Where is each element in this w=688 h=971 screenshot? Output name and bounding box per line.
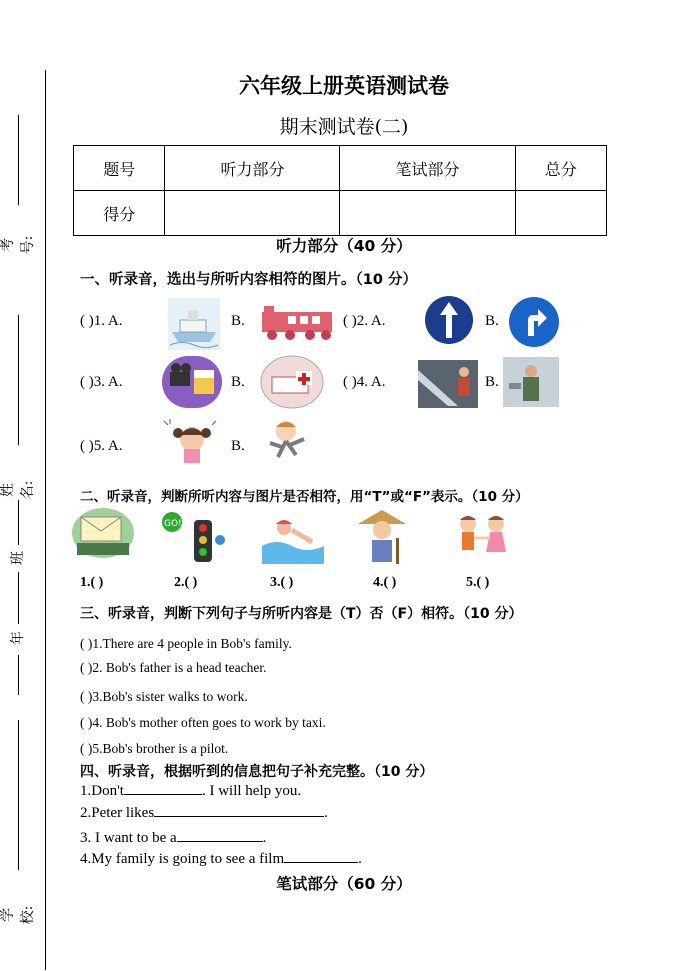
part2-heading: 二、听录音，判断所听内容与图片是否相符，用“T”或“F”表示。（10 分） — [80, 489, 529, 505]
go-straight-picture — [424, 295, 474, 345]
score-cell[interactable] — [515, 191, 606, 236]
part2-item-2: 2.( ) — [174, 575, 198, 590]
camera-popcorn-icon — [162, 356, 222, 408]
fill-blank-3[interactable] — [177, 829, 263, 842]
go-straight-icon — [424, 295, 474, 345]
class-blank — [18, 500, 19, 545]
s2-start: 2.Peter likes — [80, 805, 155, 821]
farmer-picture — [356, 508, 408, 568]
binding-line — [45, 70, 46, 970]
fill-blank-1[interactable] — [124, 782, 202, 795]
q5-label: ( )5. A. — [80, 438, 123, 454]
q1-label: ( )1. A. — [80, 313, 123, 329]
happy-girl-picture — [262, 417, 312, 467]
hospital-picture — [260, 355, 324, 409]
listening-heading: 听力部分（40 分） — [276, 237, 412, 255]
swimmer-picture — [262, 512, 324, 564]
kids-dancing-icon — [448, 512, 518, 568]
post-office-icon — [71, 507, 135, 559]
part2-item-4: 4.( ) — [373, 575, 397, 590]
s1-end: . I will help you. — [201, 783, 302, 799]
q4-label: ( )4. A. — [343, 374, 386, 390]
page-title: 六年级上册英语测试卷 — [239, 73, 449, 98]
score-row-label: 得分 — [74, 191, 165, 236]
score-table-score-row — [74, 191, 607, 236]
score-cell[interactable] — [340, 191, 515, 236]
farmer-icon — [356, 508, 408, 568]
part1-heading: 一、听录音，选出与所听内容相符的图片。（10 分） — [80, 272, 417, 288]
soldier-picture — [503, 357, 559, 407]
train-picture — [260, 302, 334, 342]
q4-b-label: B. — [485, 374, 499, 390]
kids-picture — [448, 512, 518, 568]
score-table — [73, 145, 607, 236]
s4-start: 4.My family is going to see a film — [80, 851, 285, 867]
part3-heading: 三、听录音，判断下列句子与所听内容是（T）否（F）相符。（10 分） — [80, 606, 523, 622]
score-cell[interactable] — [165, 191, 340, 236]
part3-item-3: ( )3.Bob's sister walks to work. — [80, 689, 248, 704]
school-label: 学校: — [0, 905, 36, 925]
score-header-cell: 听力部分 — [165, 146, 340, 191]
escalator-man-icon — [418, 360, 478, 408]
grade-label: 年 — [10, 631, 26, 645]
name-blank — [18, 315, 19, 445]
angry-girl-picture — [160, 415, 224, 465]
part2-item-5: 5.( ) — [466, 575, 490, 590]
escalator-picture — [418, 360, 478, 408]
s1-start: 1.Don't — [80, 783, 124, 799]
fill-blank-2[interactable] — [154, 804, 324, 817]
q3-b-label: B. — [231, 374, 245, 390]
part3-item-4: ( )4. Bob's mother often goes to work by taxi. — [80, 715, 326, 730]
s2-end: . — [324, 805, 328, 821]
train-icon — [260, 302, 334, 342]
binding-strip — [0, 0, 48, 971]
part2-item-3: 3.( ) — [270, 575, 294, 590]
q5-b-label: B. — [231, 438, 245, 454]
school-blank — [18, 720, 19, 870]
hospital-icon — [260, 355, 324, 409]
turn-right-icon — [508, 296, 560, 348]
grade-blank — [18, 572, 19, 624]
score-header-cell: 笔试部分 — [340, 146, 515, 191]
q2-label: ( )2. A. — [343, 313, 386, 329]
q1-b-label: B. — [231, 313, 245, 329]
part4-heading: 四、听录音，根据听到的信息把句子补充完整。（10 分） — [80, 764, 434, 780]
angry-girl-icon — [160, 415, 224, 465]
s3-start: 3. I want to be a — [80, 830, 177, 846]
q2-b-label: B. — [485, 313, 499, 329]
page-subtitle: 期末测试卷(二) — [279, 116, 409, 138]
traffic-light-icon — [158, 510, 230, 566]
s4-end: . — [358, 851, 362, 867]
part3-item-2: ( )2. Bob's father is a head teacher. — [80, 660, 267, 675]
written-heading: 笔试部分（60 分） — [276, 875, 412, 893]
soldier-icon — [503, 357, 559, 407]
swimmer-icon — [262, 512, 324, 564]
part2-item-1: 1.( ) — [80, 575, 104, 590]
happy-girl-icon — [262, 417, 312, 467]
turn-right-picture — [508, 296, 560, 348]
svg-text:GO!: GO! — [164, 519, 182, 529]
part4-sentence-2 — [80, 804, 328, 822]
name-label: 姓名: — [0, 480, 36, 500]
s3-end: . — [262, 830, 267, 846]
fill-blank-4[interactable] — [284, 850, 358, 863]
class-label: 班 — [10, 551, 26, 565]
score-table-header-row — [74, 146, 607, 191]
score-header-cell: 总分 — [515, 146, 606, 191]
score-header-cell: 题号 — [74, 146, 165, 191]
part3-item-5: ( )5.Bob's brother is a pilot. — [80, 741, 229, 756]
ship-icon — [168, 298, 220, 350]
part3-item-1: ( )1.There are 4 people in Bob's family. — [80, 636, 292, 651]
grade-blank-2 — [18, 655, 19, 695]
part4-sentence-4 — [80, 850, 362, 868]
q3-label: ( )3. A. — [80, 374, 123, 390]
post-office-picture — [71, 507, 135, 559]
traffic-light-picture — [158, 510, 230, 566]
exam-no-label: 考号: — [0, 235, 36, 255]
part4-sentence-3 — [80, 829, 266, 847]
cinema-picture — [162, 356, 222, 408]
part4-sentence-1 — [80, 782, 301, 800]
ship-picture — [168, 298, 220, 350]
